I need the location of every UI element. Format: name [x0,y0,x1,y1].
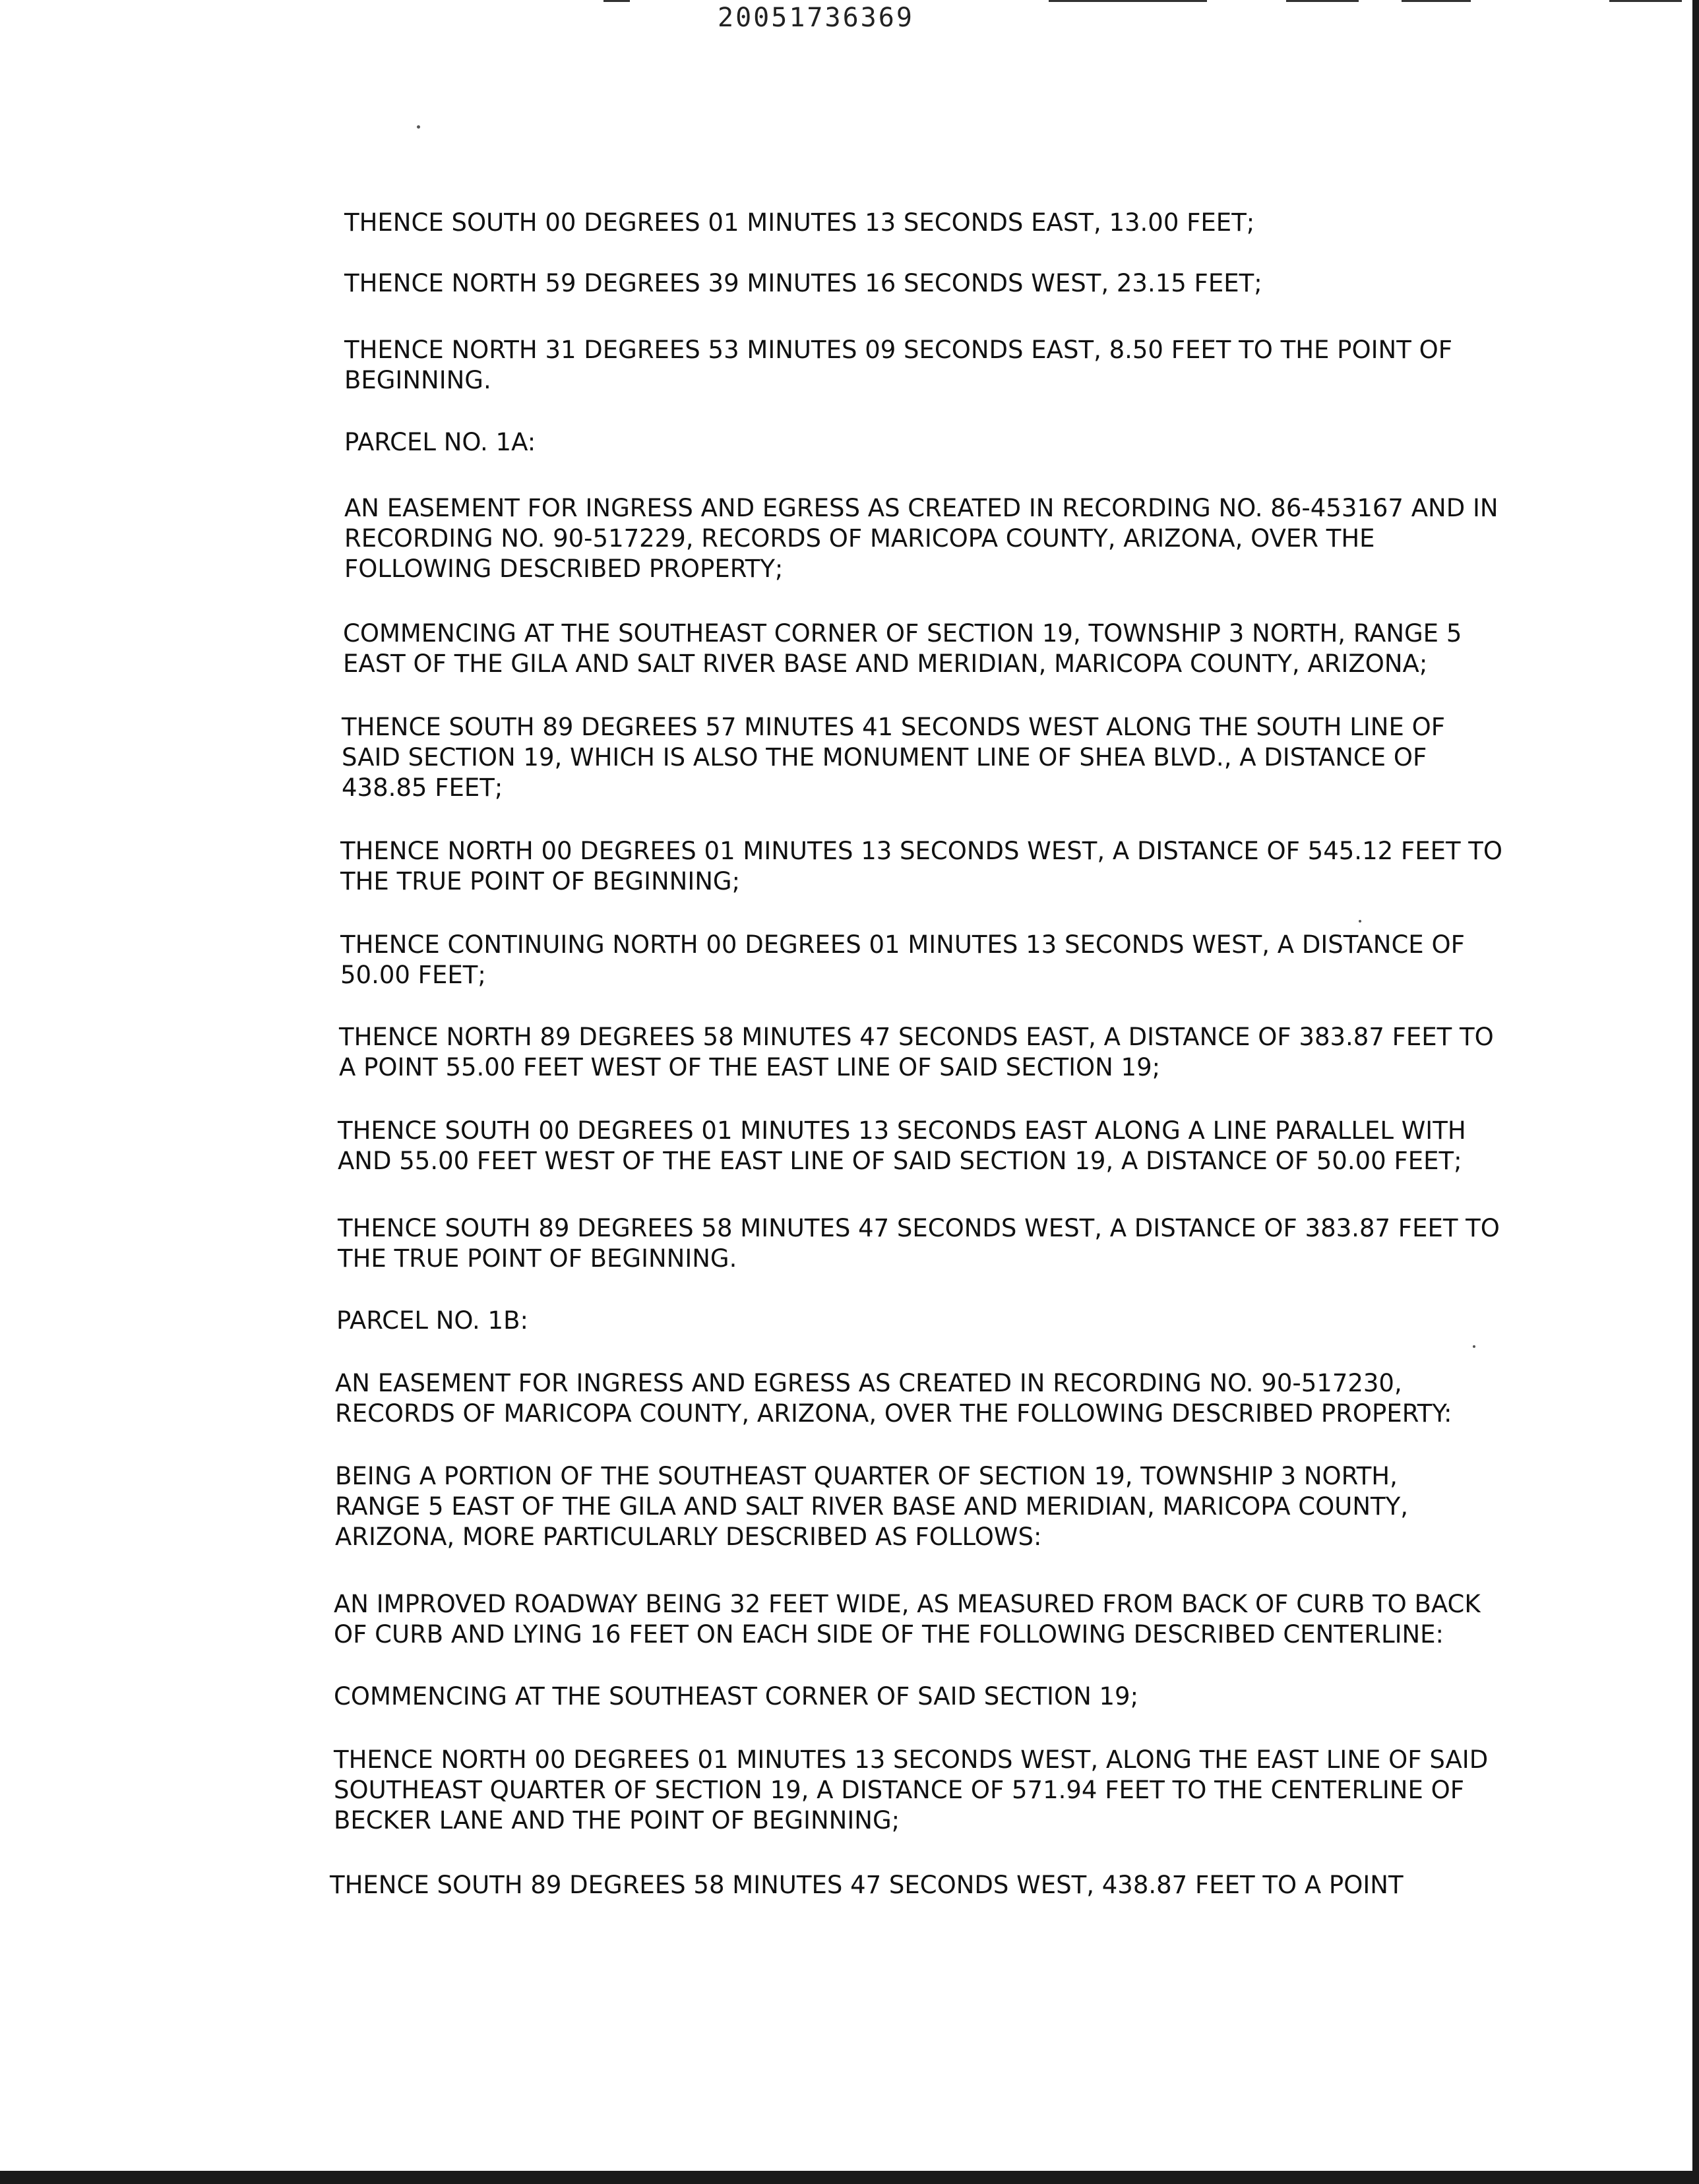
paragraph [334,1589,1481,1650]
paragraph [338,1116,1466,1176]
scan-artifact-line [1286,0,1359,2]
scan-speck [417,125,420,129]
text-line: EAST OF THE GILA AND SALT RIVER BASE AND MERIDIAN, MARICOPA COUNTY, ARIZONA; [343,650,1428,678]
text-line: RECORDING NO. 90-517229, RECORDS OF MARICOPA COUNTY, ARIZONA, OVER THE [344,524,1375,553]
text-line: THENCE NORTH 59 DEGREES 39 MINUTES 16 SECONDS WEST, 23.15 FEET; [344,269,1262,297]
text-line: AND 55.00 FEET WEST OF THE EAST LINE OF SAID SECTION 19, A DISTANCE OF 50.00 FEET; [338,1147,1462,1175]
text-line: A POINT 55.00 FEET WEST OF THE EAST LINE OF SAID SECTION 19; [339,1053,1161,1081]
text-line: THENCE SOUTH 00 DEGREES 01 MINUTES 13 SECONDS EAST, 13.00 FEET; [344,208,1255,237]
text-line: OF CURB AND LYING 16 FEET ON EACH SIDE OF THE FOLLOWING DESCRIBED CENTERLINE: [334,1620,1444,1649]
text-line: ARIZONA, MORE PARTICULARLY DESCRIBED AS FOLLOWS: [335,1523,1042,1551]
text-line: THE TRUE POINT OF BEGINNING. [338,1244,737,1273]
text-line: AN EASEMENT FOR INGRESS AND EGRESS AS CREATED IN RECORDING NO. 90-517230, [335,1369,1402,1397]
paragraph [334,1745,1488,1836]
text-line: AN EASEMENT FOR INGRESS AND EGRESS AS CREATED IN RECORDING NO. 86-453167 AND IN [344,494,1498,522]
text-line: COMMENCING AT THE SOUTHEAST CORNER OF SAID SECTION 19; [334,1682,1139,1711]
paragraph [344,493,1498,584]
text-line: SAID SECTION 19, WHICH IS ALSO THE MONUMENT LINE OF SHEA BLVD., A DISTANCE OF [342,743,1427,772]
text-line: THENCE NORTH 31 DEGREES 53 MINUTES 09 SECONDS EAST, 8.50 FEET TO THE POINT OF [344,336,1452,364]
paragraph [344,335,1452,396]
text-line: SOUTHEAST QUARTER OF SECTION 19, A DISTANCE OF 571.94 FEET TO THE CENTERLINE OF [334,1776,1464,1804]
text-line: THENCE NORTH 00 DEGREES 01 MINUTES 13 SECONDS WEST, ALONG THE EAST LINE OF SAID [334,1745,1489,1774]
paragraph [344,208,1254,238]
text-line: THENCE SOUTH 89 DEGREES 58 MINUTES 47 SECONDS WEST, A DISTANCE OF 383.87 FEET TO [338,1214,1500,1242]
scan-speck [1473,1345,1475,1348]
text-line: PARCEL NO. 1B: [336,1306,528,1335]
paragraph [342,712,1445,803]
text-line: THENCE SOUTH 89 DEGREES 57 MINUTES 41 SECONDS WEST ALONG THE SOUTH LINE OF [342,713,1446,741]
text-line: 50.00 FEET; [340,961,486,989]
text-line: THENCE SOUTH 89 DEGREES 58 MINUTES 47 SECONDS WEST, 438.87 FEET TO A POINT [330,1871,1404,1899]
text-line: THENCE CONTINUING NORTH 00 DEGREES 01 MINUTES 13 SECONDS WEST, A DISTANCE OF [340,930,1465,959]
text-line: AN IMPROVED ROADWAY BEING 32 FEET WIDE, AS MEASURED FROM BACK OF CURB TO BACK [334,1590,1481,1618]
paragraph [338,1213,1500,1274]
text-line: THENCE NORTH 89 DEGREES 58 MINUTES 47 SECONDS EAST, A DISTANCE OF 383.87 FEET TO [339,1023,1494,1051]
paragraph [330,1870,1404,1900]
text-line: FOLLOWING DESCRIBED PROPERTY; [344,555,784,583]
text-line: BEGINNING. [344,366,491,394]
paragraph [343,619,1462,679]
text-line: 438.85 FEET; [342,774,503,802]
section-heading [344,427,536,458]
scan-artifact-line [1402,0,1471,2]
section-heading [336,1306,528,1336]
document-number: 20051736369 [718,3,914,33]
text-line: THENCE SOUTH 00 DEGREES 01 MINUTES 13 SECONDS EAST ALONG A LINE PARALLEL WITH [338,1116,1466,1145]
paragraph [339,1022,1494,1083]
scan-border-bottom [0,2171,1699,2184]
text-line: THENCE NORTH 00 DEGREES 01 MINUTES 13 SECONDS WEST, A DISTANCE OF 545.12 FEET TO [340,837,1503,865]
paragraph [340,836,1502,897]
paragraph [334,1682,1138,1712]
text-line: RECORDS OF MARICOPA COUNTY, ARIZONA, OVER THE FOLLOWING DESCRIBED PROPERTY: [335,1399,1452,1428]
text-line: RANGE 5 EAST OF THE GILA AND SALT RIVER BASE AND MERIDIAN, MARICOPA COUNTY, [335,1492,1408,1521]
paragraph [340,930,1465,990]
paragraph [335,1461,1408,1552]
text-line: BEING A PORTION OF THE SOUTHEAST QUARTER OF SECTION 19, TOWNSHIP 3 NORTH, [335,1462,1398,1490]
paragraph [344,268,1262,299]
text-line: THE TRUE POINT OF BEGINNING; [340,867,741,895]
scan-artifact-line [603,0,630,2]
scan-artifact-line [1049,0,1207,2]
scan-artifact-line [1609,0,1682,2]
text-line: COMMENCING AT THE SOUTHEAST CORNER OF SECTION 19, TOWNSHIP 3 NORTH, RANGE 5 [343,619,1462,648]
text-line: BECKER LANE AND THE POINT OF BEGINNING; [334,1806,900,1835]
text-line: PARCEL NO. 1A: [344,428,536,456]
scan-border-right [1692,0,1699,2184]
paragraph [335,1368,1452,1429]
scan-speck [1359,920,1361,923]
